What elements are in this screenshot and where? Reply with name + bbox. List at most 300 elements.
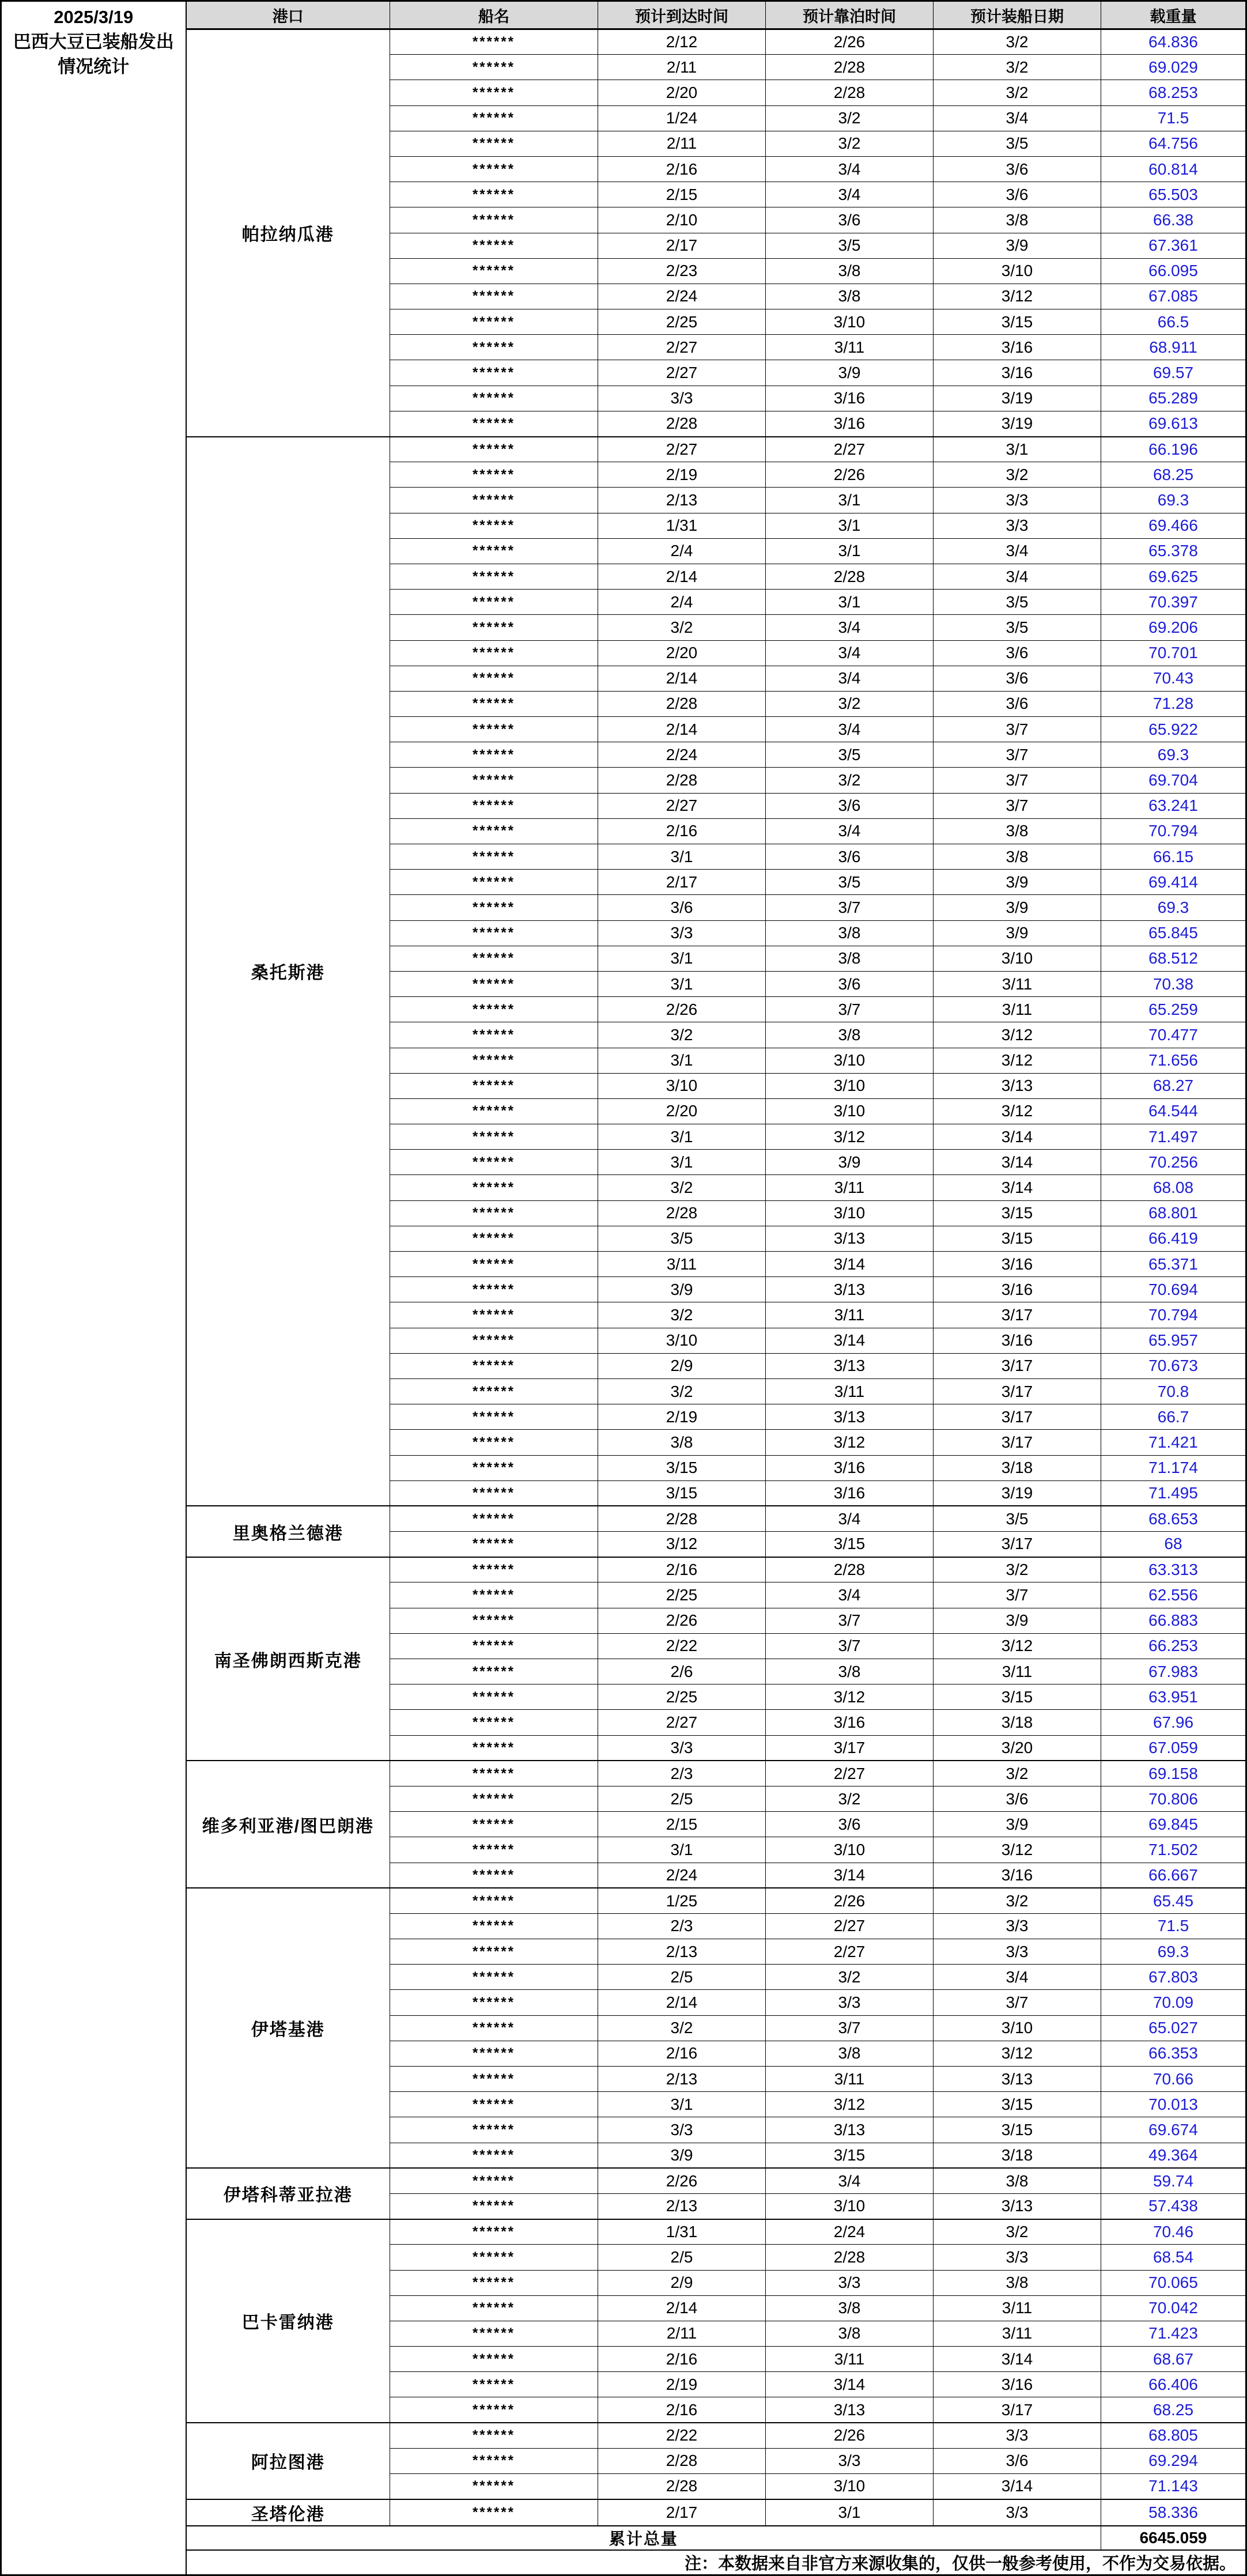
load-date-cell: 3/15	[934, 1200, 1101, 1226]
eta-cell: 2/5	[598, 1786, 766, 1811]
dwt-cell: 69.704	[1101, 768, 1246, 793]
dwt-cell: 71.497	[1101, 1124, 1246, 1150]
eta-cell: 2/6	[598, 1659, 766, 1684]
ship-name-cell: ******	[390, 1277, 598, 1302]
load-date-cell: 3/3	[934, 513, 1101, 538]
berth-cell: 3/6	[766, 971, 934, 996]
dwt-cell: 67.983	[1101, 1659, 1246, 1684]
dwt-cell: 70.256	[1101, 1150, 1246, 1175]
ship-name-cell: ******	[390, 1837, 598, 1863]
ship-name-cell: ******	[390, 1965, 598, 1990]
ship-name-cell: ******	[390, 1506, 598, 1531]
dwt-cell: 70.09	[1101, 1990, 1246, 2015]
berth-cell: 3/12	[766, 1430, 934, 1455]
load-date-cell: 3/6	[934, 156, 1101, 182]
eta-cell: 2/13	[598, 1939, 766, 1965]
berth-cell: 3/11	[766, 2067, 934, 2092]
load-date-cell: 3/15	[934, 309, 1101, 335]
dwt-cell: 65.371	[1101, 1252, 1246, 1277]
ship-name-cell: ******	[390, 1786, 598, 1811]
berth-cell: 3/8	[766, 946, 934, 971]
load-date-cell: 3/5	[934, 615, 1101, 640]
eta-cell: 2/24	[598, 742, 766, 768]
berth-cell: 3/11	[766, 1175, 934, 1200]
berth-cell: 3/8	[766, 2295, 934, 2321]
dwt-cell: 66.883	[1101, 1608, 1246, 1633]
load-date-cell: 3/10	[934, 2015, 1101, 2041]
load-date-cell: 3/17	[934, 1430, 1101, 1455]
dwt-cell: 69.845	[1101, 1812, 1246, 1837]
berth-cell: 3/16	[766, 1455, 934, 1480]
load-date-cell: 3/15	[934, 2117, 1101, 2143]
load-date-cell: 3/8	[934, 207, 1101, 233]
berth-cell: 3/15	[766, 1532, 934, 1557]
eta-cell: 2/13	[598, 2067, 766, 2092]
ship-name-cell: ******	[390, 258, 598, 284]
column-header-ship: 船名	[390, 1, 598, 29]
load-date-cell: 3/9	[934, 870, 1101, 895]
dwt-cell: 70.794	[1101, 818, 1246, 844]
dwt-cell: 70.013	[1101, 2092, 1246, 2117]
load-date-cell: 3/18	[934, 1710, 1101, 1735]
eta-cell: 2/16	[598, 2041, 766, 2066]
ship-name-cell: ******	[390, 55, 598, 80]
table-row	[1, 29, 1246, 55]
eta-cell: 2/13	[598, 488, 766, 513]
ship-name-cell: ******	[390, 2041, 598, 2066]
load-date-cell: 3/3	[934, 1939, 1101, 1965]
dwt-cell: 71.656	[1101, 1048, 1246, 1073]
load-date-cell: 3/15	[934, 1226, 1101, 1251]
eta-cell: 3/1	[598, 844, 766, 870]
ship-name-cell: ******	[390, 2474, 598, 2499]
ship-name-cell: ******	[390, 1939, 598, 1965]
ship-name-cell: ******	[390, 2347, 598, 2372]
report-title-line3: 情况统计	[58, 56, 130, 77]
berth-cell: 2/27	[766, 1913, 934, 1939]
eta-cell: 2/24	[598, 1863, 766, 1888]
eta-cell: 3/3	[598, 1735, 766, 1761]
berth-cell: 3/7	[766, 1608, 934, 1633]
dwt-cell: 71.5	[1101, 1913, 1246, 1939]
eta-cell: 3/1	[598, 1124, 766, 1150]
port-cell: 里奥格兰德港	[186, 1506, 390, 1557]
load-date-cell: 3/17	[934, 1404, 1101, 1430]
eta-cell: 3/1	[598, 1048, 766, 1073]
berth-cell: 3/1	[766, 590, 934, 615]
berth-cell: 3/2	[766, 768, 934, 793]
load-date-cell: 3/11	[934, 997, 1101, 1022]
eta-cell: 3/2	[598, 1022, 766, 1048]
berth-cell: 3/10	[766, 1837, 934, 1863]
berth-cell: 3/4	[766, 2168, 934, 2193]
load-date-cell: 3/11	[934, 2321, 1101, 2346]
report-title-line2: 巴西大豆已装船发出	[13, 32, 174, 52]
dwt-cell: 66.667	[1101, 1863, 1246, 1888]
ship-name-cell: ******	[390, 2295, 598, 2321]
port-cell: 桑托斯港	[186, 437, 390, 1506]
eta-cell: 2/15	[598, 182, 766, 207]
total-label: 累计总量	[186, 2526, 1101, 2550]
ship-name-cell: ******	[390, 1684, 598, 1710]
ship-name-cell: ******	[390, 233, 598, 258]
dwt-cell: 66.5	[1101, 309, 1246, 335]
ship-name-cell: ******	[390, 2067, 598, 2092]
port-cell: 伊塔科蒂亚拉港	[186, 2168, 390, 2219]
ship-name-cell: ******	[390, 946, 598, 971]
berth-cell: 3/3	[766, 2270, 934, 2295]
column-header-eta: 预计到达时间	[598, 1, 766, 29]
berth-cell: 3/10	[766, 2474, 934, 2499]
dwt-cell: 60.814	[1101, 156, 1246, 182]
dwt-cell: 69.158	[1101, 1761, 1246, 1786]
ship-name-cell: ******	[390, 666, 598, 691]
load-date-cell: 3/1	[934, 437, 1101, 462]
ship-name-cell: ******	[390, 2397, 598, 2423]
dwt-cell: 70.43	[1101, 666, 1246, 691]
load-date-cell: 3/16	[934, 1277, 1101, 1302]
eta-cell: 2/27	[598, 335, 766, 360]
dwt-cell: 68.67	[1101, 2347, 1246, 2372]
berth-cell: 3/2	[766, 691, 934, 716]
ship-name-cell: ******	[390, 844, 598, 870]
ship-name-cell: ******	[390, 156, 598, 182]
ship-name-cell: ******	[390, 80, 598, 105]
berth-cell: 3/1	[766, 513, 934, 538]
ship-name-cell: ******	[390, 1557, 598, 1582]
ship-name-cell: ******	[390, 1124, 598, 1150]
load-date-cell: 3/12	[934, 2041, 1101, 2066]
ship-name-cell: ******	[390, 1378, 598, 1404]
load-date-cell: 3/3	[934, 2499, 1101, 2526]
load-date-cell: 3/2	[934, 80, 1101, 105]
ship-name-cell: ******	[390, 2321, 598, 2346]
eta-cell: 2/22	[598, 1633, 766, 1659]
dwt-cell: 70.673	[1101, 1353, 1246, 1378]
dwt-cell: 69.3	[1101, 1939, 1246, 1965]
dwt-cell: 65.845	[1101, 920, 1246, 946]
load-date-cell: 3/6	[934, 691, 1101, 716]
dwt-cell: 70.794	[1101, 1302, 1246, 1328]
eta-cell: 2/3	[598, 1761, 766, 1786]
dwt-cell: 66.406	[1101, 2372, 1246, 2397]
berth-cell: 3/12	[766, 1124, 934, 1150]
dwt-cell: 67.803	[1101, 1965, 1246, 1990]
dwt-cell: 66.253	[1101, 1633, 1246, 1659]
load-date-cell: 3/5	[934, 590, 1101, 615]
eta-cell: 2/25	[598, 1582, 766, 1608]
dwt-cell: 63.241	[1101, 793, 1246, 818]
load-date-cell: 3/7	[934, 1582, 1101, 1608]
ship-name-cell: ******	[390, 1761, 598, 1786]
berth-cell: 3/8	[766, 258, 934, 284]
berth-cell: 3/9	[766, 360, 934, 386]
load-date-cell: 3/9	[934, 895, 1101, 920]
ship-name-cell: ******	[390, 182, 598, 207]
berth-cell: 3/8	[766, 2041, 934, 2066]
dwt-cell: 69.674	[1101, 2117, 1246, 2143]
load-date-cell: 3/17	[934, 1532, 1101, 1557]
berth-cell: 2/24	[766, 2219, 934, 2245]
berth-cell: 2/28	[766, 55, 934, 80]
ship-name-cell: ******	[390, 1863, 598, 1888]
ship-name-cell: ******	[390, 895, 598, 920]
column-header-port: 港口	[186, 1, 390, 29]
ship-name-cell: ******	[390, 1175, 598, 1200]
berth-cell: 3/13	[766, 2397, 934, 2423]
eta-cell: 2/11	[598, 131, 766, 156]
dwt-cell: 70.065	[1101, 2270, 1246, 2295]
dwt-cell: 69.3	[1101, 895, 1246, 920]
load-date-cell: 3/11	[934, 2295, 1101, 2321]
berth-cell: 2/26	[766, 29, 934, 55]
header-row	[1, 1, 1246, 29]
dwt-cell: 68.653	[1101, 1506, 1246, 1531]
berth-cell: 3/4	[766, 615, 934, 640]
dwt-cell: 68.911	[1101, 335, 1246, 360]
load-date-cell: 3/9	[934, 920, 1101, 946]
eta-cell: 2/19	[598, 2372, 766, 2397]
eta-cell: 3/5	[598, 1226, 766, 1251]
berth-cell: 3/5	[766, 742, 934, 768]
eta-cell: 2/28	[598, 768, 766, 793]
ship-name-cell: ******	[390, 488, 598, 513]
load-date-cell: 3/14	[934, 1175, 1101, 1200]
eta-cell: 3/11	[598, 1252, 766, 1277]
berth-cell: 3/14	[766, 1328, 934, 1353]
berth-cell: 3/7	[766, 1633, 934, 1659]
load-date-cell: 3/11	[934, 1659, 1101, 1684]
load-date-cell: 3/12	[934, 1633, 1101, 1659]
ship-name-cell: ******	[390, 768, 598, 793]
eta-cell: 3/1	[598, 971, 766, 996]
dwt-cell: 66.15	[1101, 844, 1246, 870]
ship-name-cell: ******	[390, 131, 598, 156]
load-date-cell: 3/8	[934, 2168, 1101, 2193]
ship-name-cell: ******	[390, 971, 598, 996]
berth-cell: 2/26	[766, 462, 934, 488]
berth-cell: 3/3	[766, 1990, 934, 2015]
dwt-cell: 71.421	[1101, 1430, 1246, 1455]
berth-cell: 3/6	[766, 207, 934, 233]
berth-cell: 3/4	[766, 640, 934, 666]
eta-cell: 2/27	[598, 793, 766, 818]
load-date-cell: 3/11	[934, 971, 1101, 996]
load-date-cell: 3/13	[934, 2067, 1101, 2092]
eta-cell: 2/19	[598, 1404, 766, 1430]
dwt-cell: 70.694	[1101, 1277, 1246, 1302]
dwt-cell: 66.353	[1101, 2041, 1246, 2066]
dwt-cell: 69.466	[1101, 513, 1246, 538]
dwt-cell: 69.57	[1101, 360, 1246, 386]
dwt-cell: 71.423	[1101, 2321, 1246, 2346]
eta-cell: 2/16	[598, 2347, 766, 2372]
load-date-cell: 3/6	[934, 1786, 1101, 1811]
dwt-cell: 70.477	[1101, 1022, 1246, 1048]
ship-name-cell: ******	[390, 1582, 598, 1608]
eta-cell: 3/3	[598, 2117, 766, 2143]
eta-cell: 2/9	[598, 1353, 766, 1378]
berth-cell: 3/8	[766, 920, 934, 946]
ship-name-cell: ******	[390, 105, 598, 131]
ship-name-cell: ******	[390, 2193, 598, 2219]
ship-name-cell: ******	[390, 997, 598, 1022]
load-date-cell: 3/6	[934, 640, 1101, 666]
berth-cell: 3/13	[766, 2117, 934, 2143]
dwt-cell: 65.45	[1101, 1888, 1246, 1913]
ship-name-cell: ******	[390, 564, 598, 589]
ship-name-cell: ******	[390, 1226, 598, 1251]
load-date-cell: 3/17	[934, 1378, 1101, 1404]
ship-name-cell: ******	[390, 1659, 598, 1684]
ship-name-cell: ******	[390, 2448, 598, 2473]
ship-name-cell: ******	[390, 462, 598, 488]
berth-cell: 3/14	[766, 1863, 934, 1888]
eta-cell: 2/26	[598, 997, 766, 1022]
eta-cell: 3/1	[598, 946, 766, 971]
berth-cell: 3/8	[766, 2321, 934, 2346]
eta-cell: 2/20	[598, 640, 766, 666]
dwt-cell: 70.38	[1101, 971, 1246, 996]
ship-name-cell: ******	[390, 818, 598, 844]
dwt-cell: 71.5	[1101, 105, 1246, 131]
eta-cell: 2/20	[598, 80, 766, 105]
berth-cell: 3/10	[766, 1048, 934, 1073]
eta-cell: 3/2	[598, 1302, 766, 1328]
ship-name-cell: ******	[390, 538, 598, 564]
eta-cell: 2/9	[598, 2270, 766, 2295]
eta-cell: 2/3	[598, 1913, 766, 1939]
dwt-cell: 67.085	[1101, 284, 1246, 309]
load-date-cell: 3/19	[934, 386, 1101, 411]
load-date-cell: 3/10	[934, 946, 1101, 971]
eta-cell: 2/14	[598, 1990, 766, 2015]
table-row	[1, 1557, 1246, 1582]
berth-cell: 3/17	[766, 1735, 934, 1761]
ship-name-cell: ******	[390, 1073, 598, 1098]
dwt-cell: 65.259	[1101, 997, 1246, 1022]
dwt-cell: 68.25	[1101, 2397, 1246, 2423]
berth-cell: 2/28	[766, 564, 934, 589]
berth-cell: 3/4	[766, 1582, 934, 1608]
dwt-cell: 65.957	[1101, 1328, 1246, 1353]
ship-name-cell: ******	[390, 2143, 598, 2168]
load-date-cell: 3/6	[934, 182, 1101, 207]
load-date-cell: 3/12	[934, 1098, 1101, 1124]
load-date-cell: 3/4	[934, 564, 1101, 589]
berth-cell: 2/27	[766, 1761, 934, 1786]
port-cell: 阿拉图港	[186, 2423, 390, 2499]
load-date-cell: 3/2	[934, 29, 1101, 55]
load-date-cell: 3/6	[934, 2448, 1101, 2473]
eta-cell: 3/15	[598, 1480, 766, 1506]
dwt-cell: 68.08	[1101, 1175, 1246, 1200]
dwt-cell: 64.544	[1101, 1098, 1246, 1124]
berth-cell: 3/9	[766, 1150, 934, 1175]
ship-name-cell: ******	[390, 335, 598, 360]
berth-cell: 3/2	[766, 1786, 934, 1811]
table-row	[1, 2219, 1246, 2245]
eta-cell: 2/14	[598, 666, 766, 691]
eta-cell: 2/27	[598, 1710, 766, 1735]
berth-cell: 3/4	[766, 182, 934, 207]
load-date-cell: 3/2	[934, 1761, 1101, 1786]
load-date-cell: 3/15	[934, 2092, 1101, 2117]
dwt-cell: 64.756	[1101, 131, 1246, 156]
table-row	[1, 2168, 1246, 2193]
load-date-cell: 3/3	[934, 1913, 1101, 1939]
eta-cell: 3/2	[598, 1378, 766, 1404]
eta-cell: 3/8	[598, 1430, 766, 1455]
berth-cell: 3/4	[766, 818, 934, 844]
eta-cell: 3/1	[598, 1150, 766, 1175]
ship-name-cell: ******	[390, 1404, 598, 1430]
berth-cell: 3/16	[766, 1480, 934, 1506]
berth-cell: 2/28	[766, 2245, 934, 2270]
table-row	[1, 2499, 1246, 2526]
column-header-dwt: 载重量	[1101, 1, 1246, 29]
port-cell: 南圣佛朗西斯克港	[186, 1557, 390, 1761]
dwt-cell: 68.512	[1101, 946, 1246, 971]
load-date-cell: 3/2	[934, 1888, 1101, 1913]
ship-name-cell: ******	[390, 1532, 598, 1557]
load-date-cell: 3/2	[934, 55, 1101, 80]
load-date-cell: 3/15	[934, 1684, 1101, 1710]
dwt-cell: 49.364	[1101, 2143, 1246, 2168]
eta-cell: 3/3	[598, 386, 766, 411]
load-date-cell: 3/2	[934, 2219, 1101, 2245]
dwt-cell: 66.38	[1101, 207, 1246, 233]
load-date-cell: 3/5	[934, 1506, 1101, 1531]
berth-cell: 3/10	[766, 1073, 934, 1098]
ship-name-cell: ******	[390, 2245, 598, 2270]
ship-name-cell: ******	[390, 513, 598, 538]
berth-cell: 3/7	[766, 2015, 934, 2041]
load-date-cell: 3/16	[934, 1863, 1101, 1888]
dwt-cell: 68.805	[1101, 2423, 1246, 2448]
berth-cell: 3/4	[766, 156, 934, 182]
ship-name-cell: ******	[390, 1200, 598, 1226]
eta-cell: 3/3	[598, 920, 766, 946]
load-date-cell: 3/7	[934, 768, 1101, 793]
eta-cell: 3/10	[598, 1328, 766, 1353]
dwt-cell: 66.419	[1101, 1226, 1246, 1251]
dwt-cell: 71.502	[1101, 1837, 1246, 1863]
load-date-cell: 3/2	[934, 1557, 1101, 1582]
load-date-cell: 3/7	[934, 742, 1101, 768]
dwt-cell: 70.8	[1101, 1378, 1246, 1404]
ship-name-cell: ******	[390, 2423, 598, 2448]
load-date-cell: 3/18	[934, 2143, 1101, 2168]
eta-cell: 2/10	[598, 207, 766, 233]
berth-cell: 3/13	[766, 1404, 934, 1430]
eta-cell: 2/24	[598, 284, 766, 309]
eta-cell: 2/11	[598, 55, 766, 80]
eta-cell: 1/31	[598, 2219, 766, 2245]
ship-name-cell: ******	[390, 1990, 598, 2015]
eta-cell: 3/15	[598, 1455, 766, 1480]
port-cell: 维多利亚港/图巴朗港	[186, 1761, 390, 1888]
ship-name-cell: ******	[390, 437, 598, 462]
total-value: 6645.059	[1101, 2526, 1246, 2550]
berth-cell: 3/7	[766, 895, 934, 920]
dwt-cell: 67.361	[1101, 233, 1246, 258]
dwt-cell: 65.922	[1101, 717, 1246, 742]
ship-name-cell: ******	[390, 615, 598, 640]
berth-cell: 3/11	[766, 1302, 934, 1328]
ship-name-cell: ******	[390, 717, 598, 742]
ship-name-cell: ******	[390, 1480, 598, 1506]
